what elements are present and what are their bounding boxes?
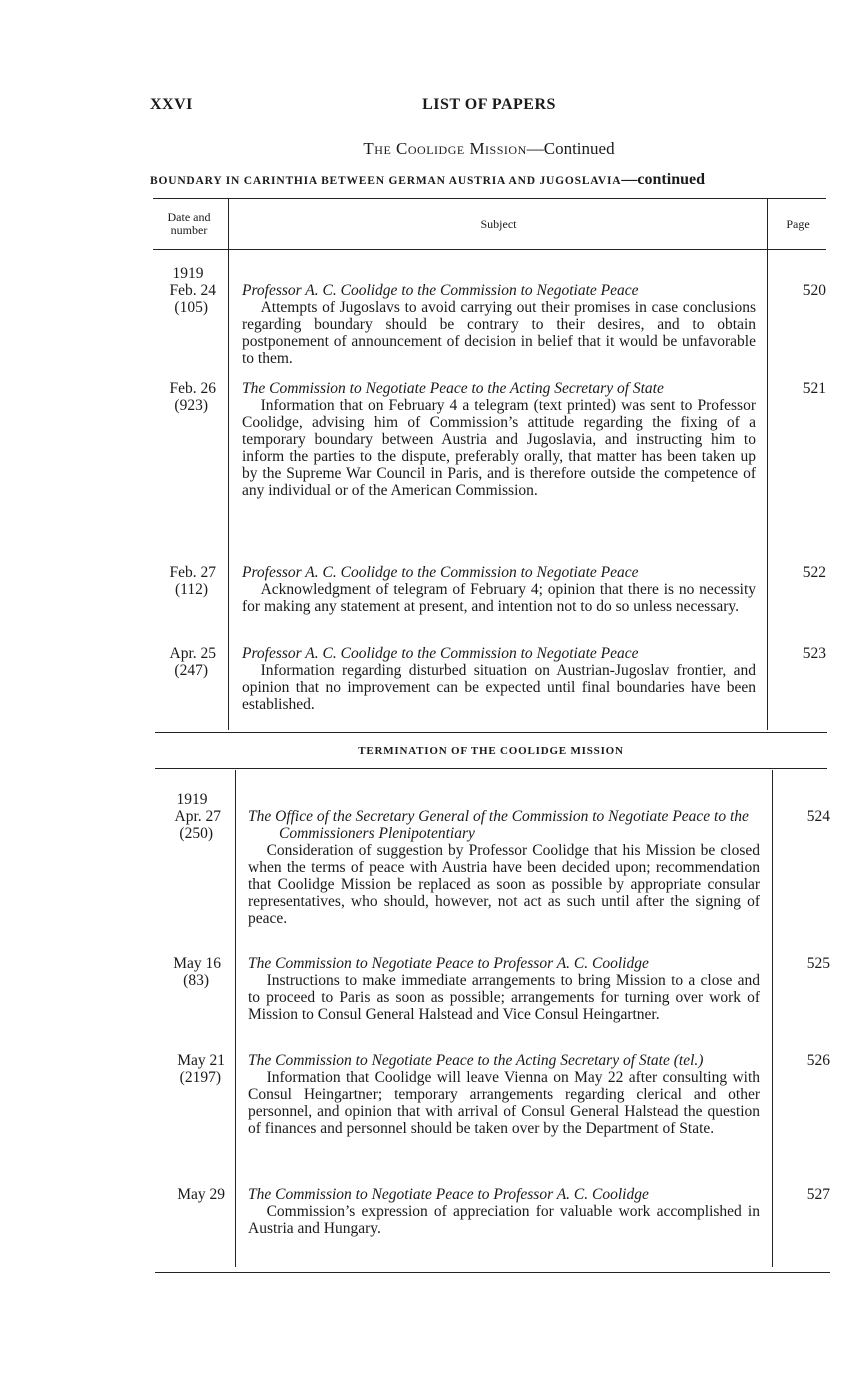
- date-column-header: [153, 211, 225, 237]
- mission-title: [60, 139, 858, 159]
- section-rule-top: [155, 732, 827, 733]
- entry-subject: [242, 645, 756, 713]
- entry-date-text: May 29: [177, 1186, 225, 1203]
- entry-subject: [248, 1186, 760, 1237]
- column-divider-left: [228, 199, 229, 730]
- entry-date-text: May 21: [177, 1052, 225, 1069]
- entry-date-text: Apr. 25: [169, 645, 216, 662]
- section-heading-text: BOUNDARY IN CARINTHIA BETWEEN GERMAN AUSTRIA AND JUGOSLAVIA: [150, 175, 622, 187]
- entry-heading: The Commission to Negotiate Peace to Professor A. C. Coolidge: [248, 1186, 649, 1203]
- entry-number: (83): [183, 972, 209, 989]
- page-column-header: Page: [786, 217, 810, 231]
- entry-number: (247): [174, 662, 208, 679]
- entry-number: (2197): [179, 1069, 221, 1086]
- entry-subject: [248, 955, 760, 1023]
- entry-subject: [248, 808, 760, 927]
- entry-page: 524: [806, 808, 830, 825]
- entry-heading: Professor A. C. Coolidge to the Commission to Negotiate Peace: [242, 282, 639, 299]
- entry-date: [143, 1052, 225, 1086]
- entry-body: Consideration of suggestion by Professor Coolidge that his Mission be closed when the terms of peace with Austria have been decided upon; recommendation that Coolidge Mission be replaced as soon as possible by appropriate consular representatives, who should, however, not act as such until after the signing of peace.: [248, 842, 760, 927]
- entry-heading: The Office of the Secretary General of the Commission to Negotiate Peace to the Commissioners Plenipotentiary: [248, 808, 749, 842]
- entry-date-text: May 16: [173, 955, 221, 972]
- entry-body: Information that Coolidge will leave Vienna on May 22 after consulting with Consul Heingartner; temporary arrangements regarding clerical and other personnel, and opinion that with arrival of Consul General Halstead the question of finances and personnel should be taken over by the Department of State.: [248, 1069, 760, 1137]
- section-heading: [150, 171, 830, 189]
- entry-body: Attempts of Jugoslavs to avoid carrying out their promises in case conclusions regarding boundary should be contrary to their desires, and to obtain postponement of announcement of decision in belief that it would be unfavorable to them.: [242, 299, 756, 367]
- entry-body: Commission’s expression of appreciation for valuable work accomplished in Austria and Hungary.: [248, 1203, 760, 1237]
- column-divider-right: [767, 199, 768, 730]
- subject-column-header: Subject: [480, 217, 517, 231]
- running-title: LIST OF PAPERS: [422, 96, 556, 113]
- entry-page: 520: [802, 282, 826, 299]
- entry-number: (105): [174, 299, 208, 316]
- entry-date-text: Feb. 26: [169, 380, 216, 397]
- entry-date-text: Feb. 24: [169, 282, 216, 299]
- entry-subject: [248, 1052, 760, 1137]
- entry-page: 522: [802, 564, 826, 581]
- entry-date-text: Feb. 27: [169, 564, 216, 581]
- entry-year: 1919: [176, 791, 208, 808]
- entry-heading: Professor A. C. Coolidge to the Commission to Negotiate Peace: [242, 564, 639, 581]
- entry-date: [143, 1186, 225, 1203]
- entry-date: [140, 564, 216, 598]
- entry-heading: The Commission to Negotiate Peace to the Acting Secretary of State (tel.): [248, 1052, 704, 1069]
- entry-page: 526: [806, 1052, 830, 1069]
- entry-body: Acknowledgment of telegram of February 4; opinion that there is no necessity for making any statement at present, and intention not to do so unless necessary.: [242, 581, 756, 615]
- entry-number: (923): [174, 397, 208, 414]
- mission-title-text: The Coolidge Mission: [363, 139, 527, 158]
- entry-year: 1919: [172, 265, 204, 282]
- entry-subject: [242, 282, 756, 367]
- entry-subject: [242, 564, 756, 615]
- section-heading-continued: —continued: [621, 171, 705, 188]
- entry-page: 527: [806, 1186, 830, 1203]
- entry-date: [140, 380, 216, 414]
- column-divider-left: [235, 770, 236, 1267]
- entry-heading: The Commission to Negotiate Peace to Professor A. C. Coolidge: [248, 955, 649, 972]
- table-bottom-rule: [155, 1272, 830, 1273]
- entry-body: Information regarding disturbed situation on Austrian-Jugoslav frontier, and opinion that no improvement can be expected until final boundaries have been established.: [242, 662, 756, 713]
- entry-page: 525: [806, 955, 830, 972]
- entry-page: 523: [802, 645, 826, 662]
- entry-date: [143, 791, 221, 842]
- table-top-rule: [153, 198, 826, 199]
- entry-date: [140, 645, 216, 679]
- entry-body: Instructions to make immediate arrangements to bring Mission to a close and to proceed to Paris as soon as possible; arrangements for turning over work of Mission to Consul General Halstead and Vice Consul Heingartner.: [248, 972, 760, 1023]
- date-header-line1: Date and: [167, 210, 211, 224]
- date-header-line2: number: [170, 223, 208, 237]
- termination-heading: TERMINATION OF THE COOLIDGE MISSION: [358, 745, 624, 757]
- page-numeral: XXVI: [150, 96, 193, 113]
- column-divider-right: [772, 770, 773, 1267]
- mission-title-suffix: —Continued: [526, 139, 615, 158]
- section-rule-bottom: [155, 768, 827, 769]
- entry-date-text: Apr. 27: [174, 808, 221, 825]
- entry-number: (112): [175, 581, 208, 598]
- entry-body: Information that on February 4 a telegram (text printed) was sent to Professor Coolidge, advising him of Commission’s attitude regarding the fixing of a temporary boundary between Austria and Jugoslavia, and instructing him to inform the parties to the dispute, preferably orally, that matter has been taken up by the Supreme War Council in Paris, and is therefore outside the competence of any individual or of the American Commission.: [242, 397, 756, 499]
- entry-number: (250): [179, 825, 213, 842]
- entry-date: [143, 955, 221, 989]
- entry-page: 521: [802, 380, 826, 397]
- entry-heading: The Commission to Negotiate Peace to the Acting Secretary of State: [242, 380, 664, 397]
- entry-subject: [242, 380, 756, 499]
- table-header-rule: [153, 249, 826, 250]
- entry-date: [140, 265, 216, 316]
- entry-heading: Professor A. C. Coolidge to the Commission to Negotiate Peace: [242, 645, 639, 662]
